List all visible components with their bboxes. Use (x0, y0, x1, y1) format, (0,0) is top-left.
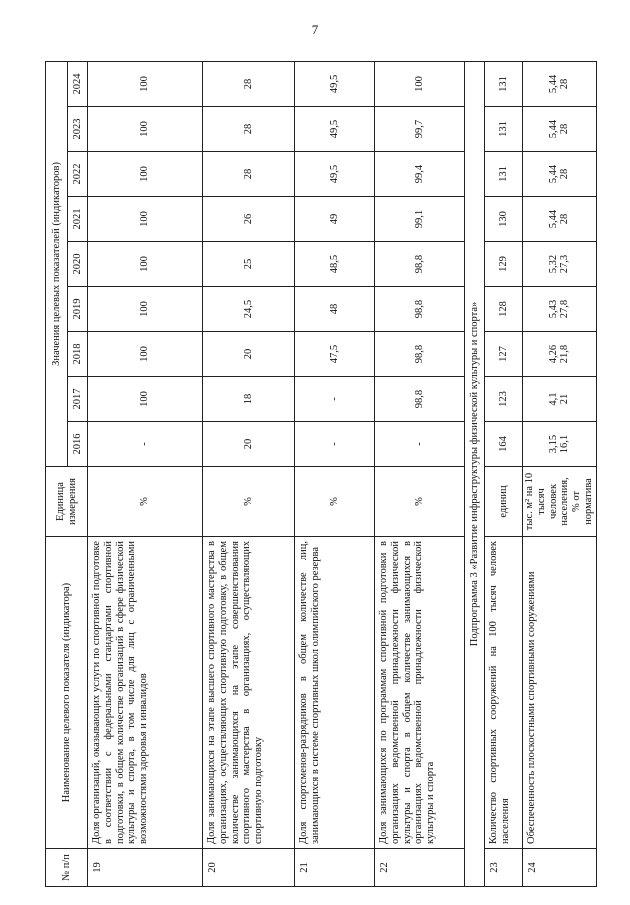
rotated-table-container (45, 62, 594, 887)
value-cell (523, 422, 597, 467)
year-header: 2017 (68, 377, 88, 422)
value-cell (523, 242, 597, 287)
value-cell: 100 (88, 242, 203, 287)
value-cell (523, 107, 597, 152)
value-cell: 99,4 (375, 152, 465, 197)
value-cell: 99,1 (375, 197, 465, 242)
value-b: 28 (559, 78, 571, 90)
unit-cell: единиц (485, 467, 523, 537)
value-cell: 49 (295, 197, 375, 242)
row-number: 22 (375, 849, 465, 887)
value-b: 21,8 (559, 344, 571, 364)
indicator-name: Количество спортивных сооружений на 100 тысяч человек населения (485, 537, 523, 849)
value-cell: 25 (203, 242, 295, 287)
page-number: 7 (311, 22, 319, 37)
row-number: 23 (485, 849, 523, 887)
row-number: 20 (203, 849, 295, 887)
value-cell (523, 377, 597, 422)
value-cell: - (375, 422, 465, 467)
value-cell: 128 (485, 287, 523, 332)
value-cell (523, 61, 597, 106)
header-name: Наименование целевого показателя (индикатора) (46, 537, 88, 849)
year-header: 2020 (68, 242, 88, 287)
subprogram-row (465, 61, 485, 886)
value-cell: 98,8 (375, 242, 465, 287)
value-cell: 48 (295, 287, 375, 332)
value-cell: 100 (375, 61, 465, 106)
value-cell: 100 (88, 61, 203, 106)
value-cell (523, 152, 597, 197)
indicator-name: Доля спортсменов-разрядников в общем количестве лиц, занимающихся в системе спортивных школ олимпийского резерва (295, 537, 375, 849)
value-cell: 49,5 (295, 152, 375, 197)
value-a: 3,15 (547, 434, 559, 454)
value-b: 21 (559, 393, 571, 405)
value-cell: 100 (88, 152, 203, 197)
value-a: 5,44 (547, 119, 559, 139)
value-cell: - (88, 422, 203, 467)
value-cell: 99,7 (375, 107, 465, 152)
value-cell: 24,5 (203, 287, 295, 332)
value-a: 5,43 (547, 299, 559, 319)
value-cell: 49,5 (295, 61, 375, 106)
unit-line-b: % от норматива (571, 478, 594, 525)
value-cell: 20 (203, 332, 295, 377)
table-row (295, 61, 375, 886)
value-cell (523, 197, 597, 242)
row-number: 21 (295, 849, 375, 887)
table-row (485, 61, 523, 886)
value-cell: 18 (203, 377, 295, 422)
year-header: 2019 (68, 287, 88, 332)
value-cell: 49,5 (295, 107, 375, 152)
header-row (46, 61, 68, 886)
subprogram-title: Подпрограмма 3 «Развитие инфраструктуры физической культуры и спорта» (465, 61, 485, 886)
year-header: 2018 (68, 332, 88, 377)
value-a: 5,44 (547, 74, 559, 94)
unit-cell: % (375, 467, 465, 537)
value-cell: - (295, 377, 375, 422)
value-cell: 123 (485, 377, 523, 422)
unit-cell: % (295, 467, 375, 537)
rotated-table-area (45, 62, 594, 887)
value-cell: 100 (88, 332, 203, 377)
indicator-name: Доля занимающихся по программам спортивной подготовки в организациях ведомственной принадлежности физической культуры и спорта в общем количестве занимающихся в организациях ведомственной принадлежности физической культуры и спорта (375, 537, 465, 849)
value-cell: - (295, 422, 375, 467)
table-row (375, 61, 465, 886)
value-cell: 130 (485, 197, 523, 242)
value-cell: 131 (485, 107, 523, 152)
indicator-name: Доля занимающихся на этапе высшего спортивного мастерства в организациях, осуществляющих спортивную подготовку, в общем количестве занимающихся на этапе совершенствования спортивного мастерства в организациях, осуществляющих спортивную подготовку (203, 537, 295, 849)
value-cell: 28 (203, 107, 295, 152)
year-header: 2024 (68, 61, 88, 106)
value-cell: 100 (88, 107, 203, 152)
value-cell: 47,5 (295, 332, 375, 377)
value-a: 5,44 (547, 209, 559, 229)
value-cell (523, 332, 597, 377)
value-cell: 28 (203, 61, 295, 106)
value-cell: 26 (203, 197, 295, 242)
value-b: 27,3 (559, 254, 571, 274)
value-cell (523, 287, 597, 332)
value-cell: 100 (88, 197, 203, 242)
value-cell: 98,8 (375, 377, 465, 422)
unit-cell (523, 467, 597, 537)
header-number: № п/п (46, 849, 88, 887)
row-number: 24 (523, 849, 597, 887)
value-cell: 100 (88, 287, 203, 332)
indicators-table (45, 61, 597, 887)
value-cell: 28 (203, 152, 295, 197)
value-b: 16,1 (559, 434, 571, 454)
value-a: 5,44 (547, 164, 559, 184)
year-header: 2016 (68, 422, 88, 467)
value-b: 28 (559, 123, 571, 135)
year-header: 2021 (68, 197, 88, 242)
indicator-name: Доля организаций, оказывающих услуги по спортивной подготовке в соответствии с федеральными стандартами спортивной подготовки, в общем количестве организаций в сфере физической культуры и спорта, в том числе для лиц с ограниченными возможностями здоровья и инвалидов (88, 537, 203, 849)
unit-cell: % (203, 467, 295, 537)
year-header: 2022 (68, 152, 88, 197)
value-cell: 164 (485, 422, 523, 467)
year-header: 2023 (68, 107, 88, 152)
value-a: 5,32 (547, 254, 559, 274)
value-cell: 98,8 (375, 287, 465, 332)
value-cell: 131 (485, 61, 523, 106)
value-a: 4,26 (547, 344, 559, 364)
unit-cell: % (88, 467, 203, 537)
value-cell: 131 (485, 152, 523, 197)
table-row (88, 61, 203, 886)
value-cell: 100 (88, 377, 203, 422)
value-b: 28 (559, 168, 571, 180)
value-cell: 127 (485, 332, 523, 377)
value-cell: 129 (485, 242, 523, 287)
table-row (523, 61, 597, 886)
value-cell: 98,8 (375, 332, 465, 377)
value-cell: 48,5 (295, 242, 375, 287)
row-number: 19 (88, 849, 203, 887)
indicator-name: Обеспеченность плоскостными спортивными сооружениями (523, 537, 597, 849)
value-b: 28 (559, 213, 571, 225)
header-unit: Единица измерения (46, 467, 88, 537)
value-cell: 20 (203, 422, 295, 467)
value-b: 27,8 (559, 299, 571, 319)
unit-line-a: тыс. м² на 10 тысяч человек населения, (524, 472, 571, 531)
table-row (203, 61, 295, 886)
header-values: Значения целевых показателей (индикаторов) (46, 61, 68, 466)
value-a: 4,1 (547, 392, 559, 406)
